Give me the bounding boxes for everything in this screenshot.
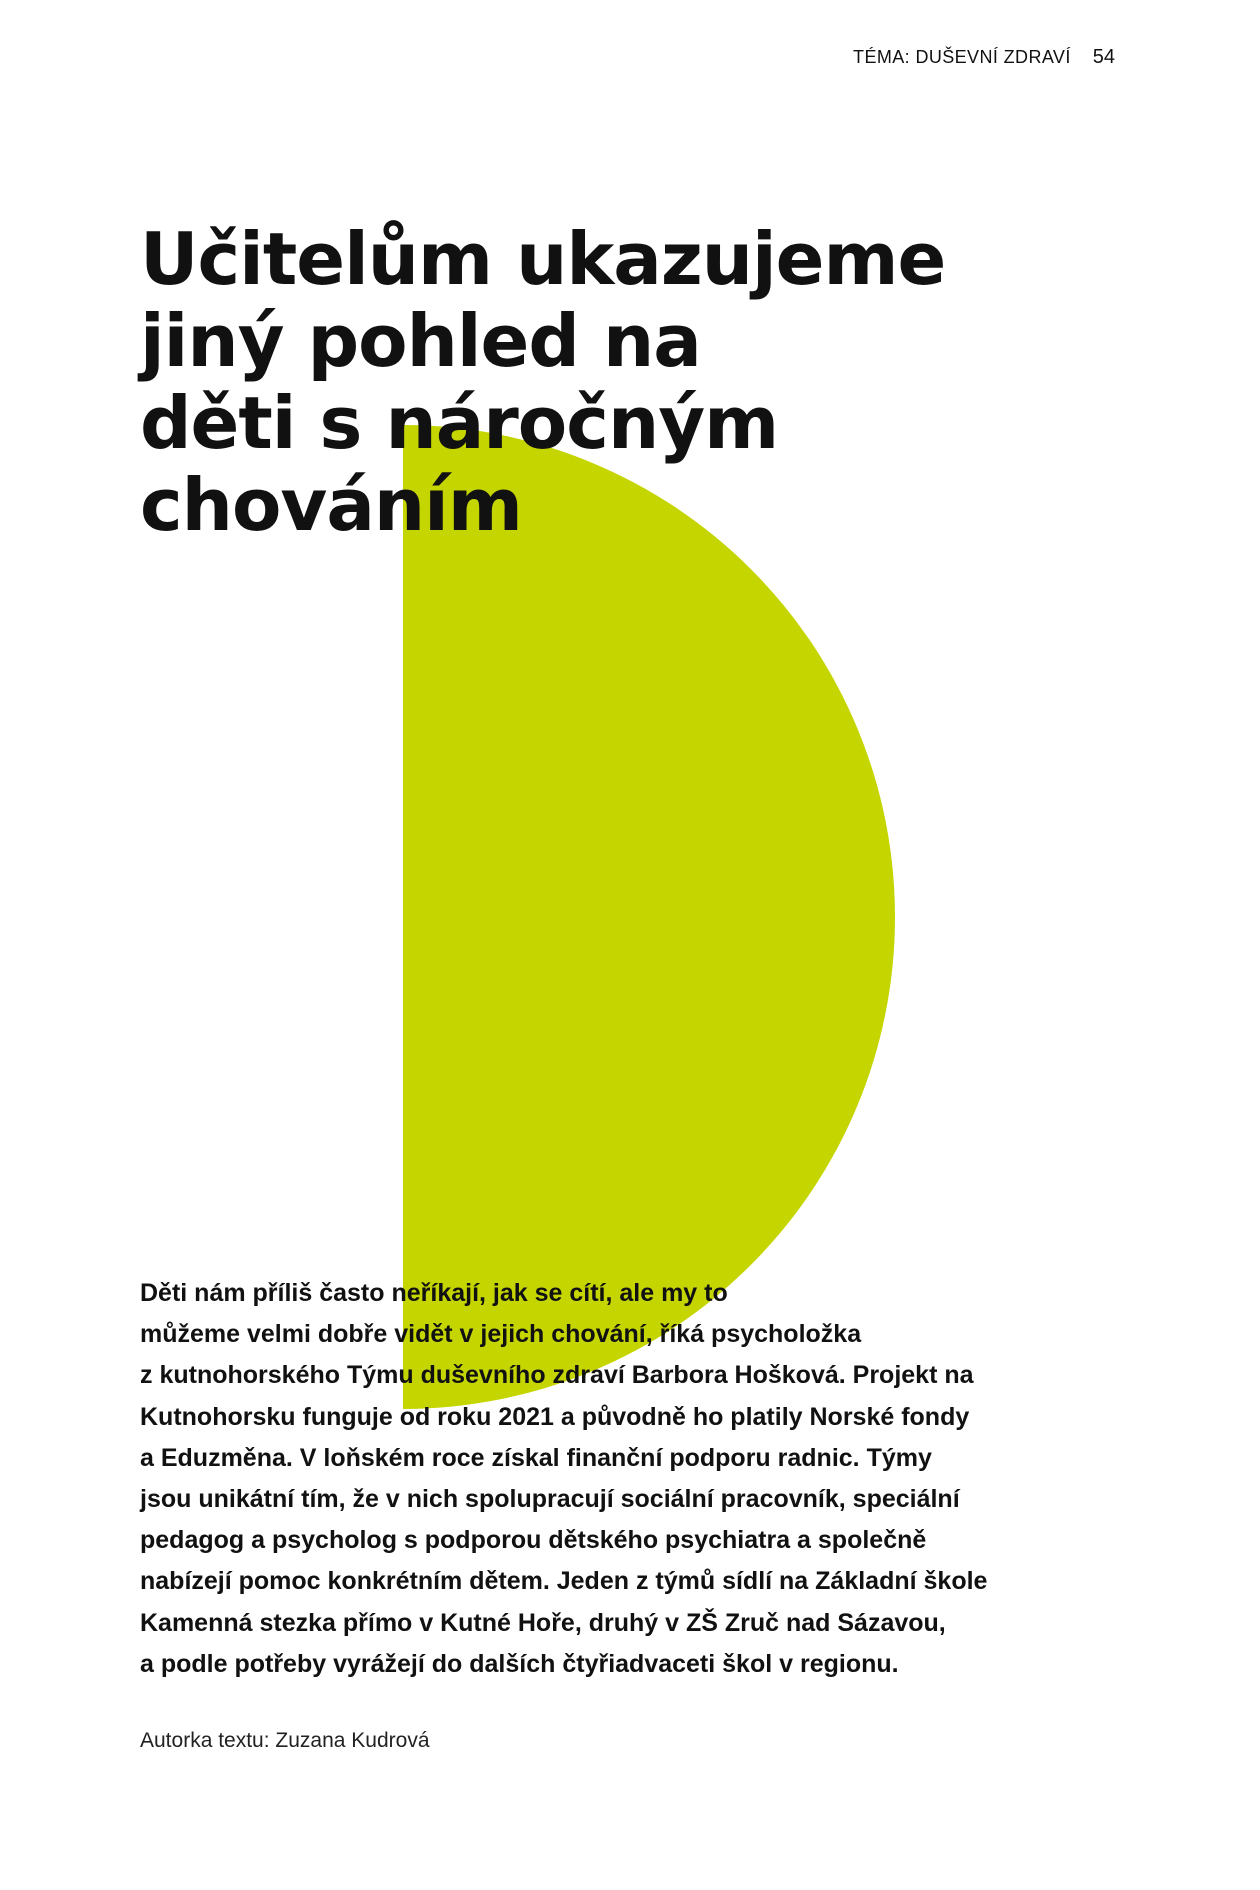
lead-line: Kutnohorsku funguje od roku 2021 a původně ho platily Norské fondy	[140, 1402, 970, 1431]
author-credit: Autorka textu: Zuzana Kudrová	[140, 1729, 430, 1752]
decorative-half-circle	[403, 425, 895, 1409]
lead-line: můžeme velmi dobře vidět v jejich chování, říká psycholožka	[140, 1320, 862, 1349]
lead-line: nabízejí pomoc konkrétním dětem. Jeden z týmů sídlí na Základní škole	[140, 1567, 988, 1596]
page-number: 54	[1092, 46, 1115, 68]
lead-line: a Eduzměna. V loňském roce získal finanční podporu radnic. Týmy	[140, 1443, 932, 1472]
lead-line: Děti nám příliš často neříkají, jak se cítí, ale my to	[140, 1279, 728, 1307]
article-title	[140, 218, 1120, 546]
lead-line: jsou unikátní tím, že v nich spolupracují sociální pracovník, speciální	[140, 1485, 960, 1514]
title-line: chováním	[140, 463, 522, 547]
lead-line: a podle potřeby vyrážejí do dalších čtyřiadvaceti škol v regionu.	[140, 1649, 899, 1678]
section-label: TÉMA: DUŠEVNÍ ZDRAVÍ	[853, 47, 1071, 67]
article-lead-paragraph	[140, 1273, 1140, 1685]
running-head	[853, 46, 1115, 69]
title-line: Učitelům ukazujeme	[140, 217, 946, 301]
title-line: jiný pohled na	[140, 299, 701, 383]
title-line: děti s náročným	[140, 381, 779, 465]
lead-line: Kamenná stezka přímo v Kutné Hoře, druhý v ZŠ Zruč nad Sázavou,	[140, 1608, 946, 1637]
lead-line: pedagog a psycholog s podporou dětského psychiatra a společně	[140, 1526, 927, 1555]
lead-line: z kutnohorského Týmu duševního zdraví Barbora Hošková. Projekt na	[140, 1361, 974, 1390]
